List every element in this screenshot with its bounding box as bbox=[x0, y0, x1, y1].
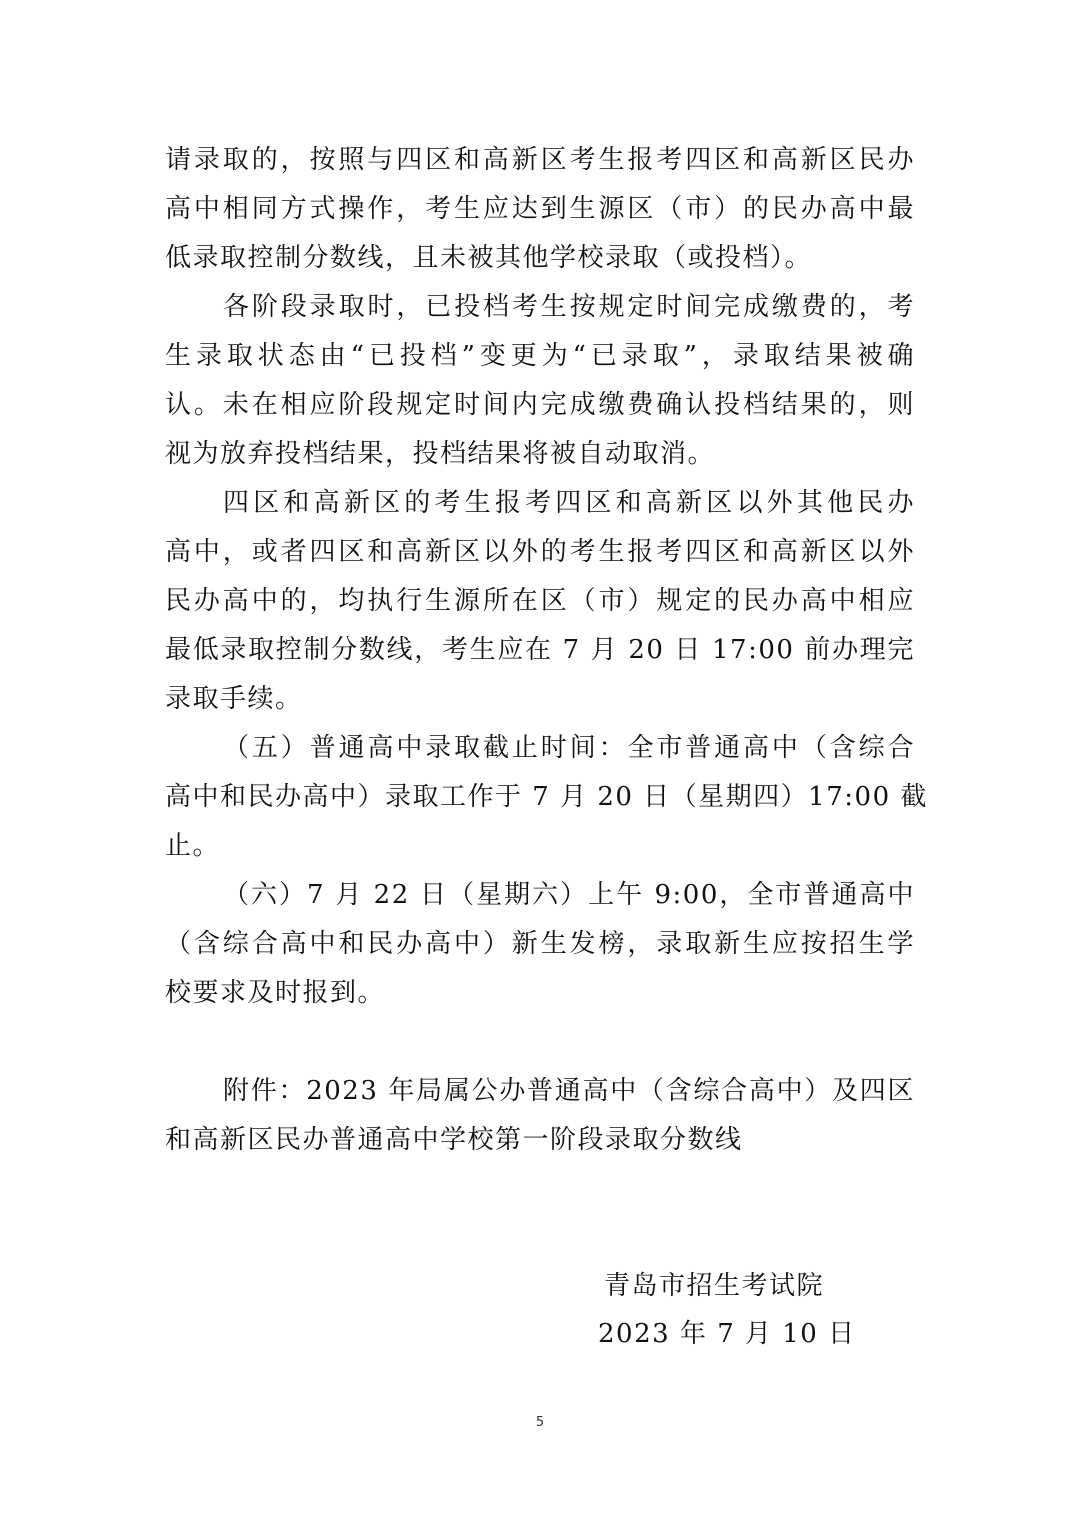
text-line: 各阶段录取时，已投档考生按规定时间完成缴费的，考 bbox=[223, 292, 915, 322]
paragraph-results-release bbox=[165, 871, 915, 1018]
text-line: 视为放弃投档结果，投档结果将被自动取消。 bbox=[165, 439, 716, 469]
text-line: 录取手续。 bbox=[165, 684, 303, 714]
text-line: 低录取控制分数线，且未被其他学校录取（或投档）。 bbox=[165, 243, 813, 273]
paragraph-spacer bbox=[165, 1018, 915, 1067]
page-number: 5 bbox=[535, 1415, 545, 1430]
paragraph-admission-continuation bbox=[165, 136, 915, 283]
text-line: 和高新区民办普通高中学校第一阶段录取分数线 bbox=[165, 1125, 743, 1155]
paragraph-payment-confirmation bbox=[165, 283, 915, 479]
text-line: （五）普通高中录取截止时间：全市普通高中（含综合 bbox=[223, 733, 915, 763]
text-line: 校要求及时报到。 bbox=[165, 978, 386, 1008]
issue-date: 2023 年 7 月 10 日 bbox=[598, 1319, 856, 1349]
text-line: 附件：2023 年局属公办普通高中（含综合高中）及四区 bbox=[223, 1076, 915, 1106]
text-line: 止。 bbox=[165, 831, 221, 861]
text-line: 生录取状态由“已投档”变更为“已录取”，录取结果被确 bbox=[165, 341, 915, 371]
text-line: 四区和高新区的考生报考四区和高新区以外其他民办 bbox=[223, 488, 915, 518]
document-body bbox=[165, 136, 928, 1165]
text-line: 高中，或者四区和高新区以外的考生报考四区和高新区以外 bbox=[165, 537, 915, 567]
issuing-organization: 青岛市招生考试院 bbox=[604, 1271, 825, 1301]
text-line: 认。未在相应阶段规定时间内完成缴费确认投档结果的，则 bbox=[165, 390, 915, 420]
text-line: （六）7 月 22 日（星期六）上午 9:00，全市普通高中 bbox=[223, 880, 915, 910]
signature-block bbox=[598, 1262, 858, 1358]
text-line: （含综合高中和民办高中）新生发榜，录取新生应按招生学 bbox=[165, 929, 915, 959]
text-line: 最低录取控制分数线，考生应在 7 月 20 日 17:00 前办理完 bbox=[165, 635, 915, 665]
paragraph-cross-district bbox=[165, 479, 915, 724]
paragraph-deadline bbox=[165, 724, 928, 871]
text-line: 高中相同方式操作，考生应达到生源区（市）的民办高中最 bbox=[165, 194, 915, 224]
text-line: 民办高中的，均执行生源所在区（市）规定的民办高中相应 bbox=[165, 586, 915, 616]
text-line: 请录取的，按照与四区和高新区考生报考四区和高新区民办 bbox=[165, 145, 915, 175]
text-line: 高中和民办高中）录取工作于 7 月 20 日（星期四）17:00 截 bbox=[165, 782, 928, 812]
attachment-note bbox=[165, 1067, 915, 1165]
